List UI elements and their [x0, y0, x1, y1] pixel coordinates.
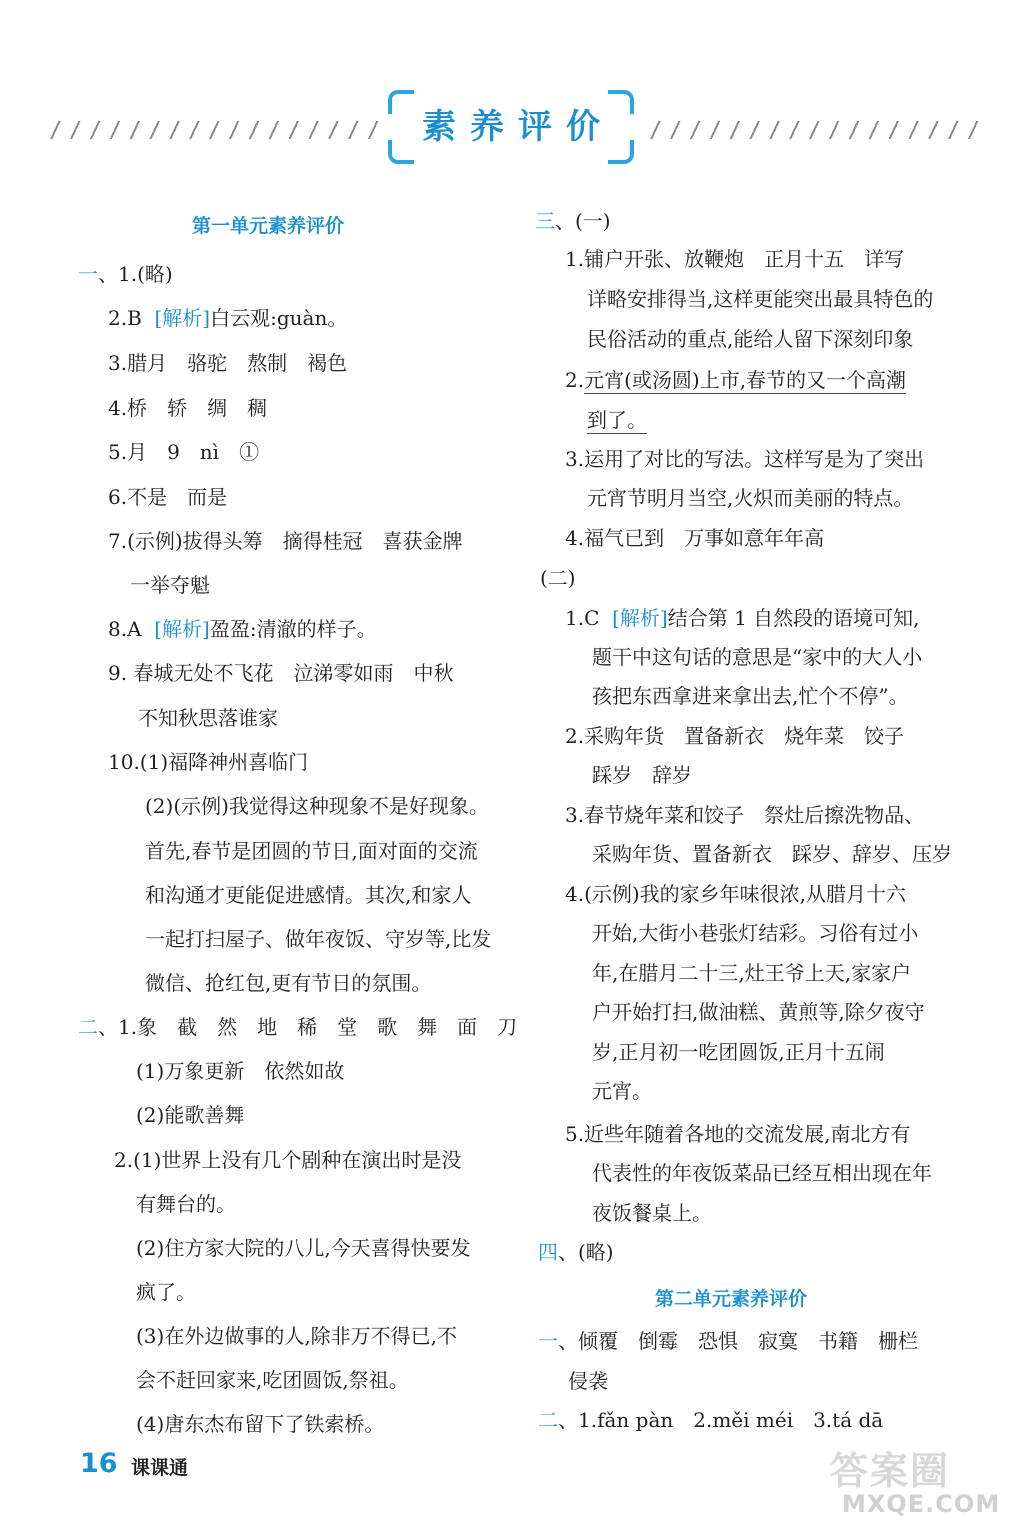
- answer-line: 和沟通才更能促进感情。其次,和家人: [145, 883, 472, 907]
- answer-line: 9. 春城无处不飞花 泣涕零如雨 中秋: [108, 661, 454, 685]
- answer-line: 有舞台的。: [136, 1192, 236, 1216]
- answer-line: 疯了。: [136, 1280, 196, 1304]
- answer-text: 白云观:guàn。: [210, 306, 348, 330]
- answer-line: 户开始打扫,做油糕、黄煎等,除夕夜守: [592, 1000, 925, 1024]
- answer-text: 、1.fǎn pàn 2.měi méi 3.tá dā: [558, 1408, 884, 1432]
- answer-line: 微信、抢红包,更有节日的氛围。: [145, 971, 432, 995]
- answer-line: 7.(示例)拔得头筹 摘得桂冠 喜获金牌: [108, 529, 463, 553]
- answer-line: 1.铺户开张、放鞭炮 正月十五 详写: [565, 247, 905, 271]
- answer-line: 代表性的年夜饭菜品已经互相出现在年: [592, 1161, 932, 1185]
- answer-line: 岁,正月初一吃团圆饭,正月十五闹: [592, 1040, 885, 1064]
- answer-line: [565, 366, 906, 394]
- analysis-tag: [解析]: [154, 617, 210, 641]
- page-title: 素养评价: [422, 107, 614, 147]
- answer-line: (二): [540, 566, 576, 590]
- answer-line: 一举夺魁: [130, 573, 210, 597]
- unit1-heading: 第一单元素养评价: [192, 215, 345, 237]
- title-banner: [388, 90, 634, 164]
- underlined-answer: 到了。: [587, 408, 647, 432]
- answer-line: 孩把东西拿进来拿出去,忙个不停”。: [592, 684, 909, 708]
- bracket-top-right: [608, 90, 634, 114]
- answer-text: 2.B: [108, 306, 142, 330]
- answer-text: 2.: [565, 368, 585, 392]
- answer-line: 2.采购年货 置备新衣 烧年菜 饺子: [565, 724, 905, 748]
- answer-text: 、(一): [555, 209, 611, 233]
- section-label: 一: [78, 262, 98, 286]
- answer-line: 元宵节明月当空,火炽而美丽的特点。: [587, 486, 914, 510]
- page-number: 16: [80, 1448, 118, 1479]
- underlined-answer: 元宵(或汤圆)上市,春节的又一个高潮: [584, 368, 907, 392]
- answer-line: 开始,大街小巷张灯结彩。习俗有过小: [592, 921, 919, 945]
- answer-line: [108, 615, 377, 643]
- answer-line: 3.腊月 骆驼 熬制 褐色: [108, 351, 348, 375]
- bracket-bottom-right: [608, 140, 634, 164]
- answer-line: 3.运用了对比的写法。这样写是为了突出: [565, 447, 925, 471]
- brand-name: 课课通: [131, 1457, 189, 1479]
- answer-line: (2)住方家大院的八儿,今天喜得快要发: [136, 1236, 471, 1260]
- answer-line: 会不赶回家来,吃团圆饭,祭祖。: [136, 1368, 409, 1392]
- answer-line: (4)唐东杰布留下了铁索桥。: [136, 1412, 385, 1436]
- answer-line: (2)(示例)我觉得这种现象不是好现象。: [145, 794, 489, 818]
- answer-text: 、(略): [558, 1240, 614, 1264]
- watermark-url: MXQE.COM: [842, 1490, 1001, 1518]
- answer-line: [565, 604, 920, 632]
- answer-line: [538, 1327, 918, 1355]
- answer-line: 10.(1)福降神州喜临门: [108, 750, 309, 774]
- answer-line: 详略安排得当,这样更能突出最具特色的: [587, 287, 934, 311]
- answer-line: 元宵。: [592, 1079, 652, 1103]
- answer-line: 年,在腊月二十三,灶王爷上天,家家户: [592, 961, 912, 985]
- unit2-heading: 第二单元素养评价: [655, 1288, 808, 1310]
- bracket-bottom-left: [388, 140, 414, 164]
- analysis-tag: [解析]: [154, 306, 211, 330]
- answer-line: 4.桥 轿 绸 稠: [108, 396, 268, 420]
- decor-hatch-right: [645, 121, 980, 139]
- answer-line: [108, 304, 347, 332]
- answer-line: [587, 406, 647, 434]
- answer-line: 4.福气已到 万事如意年年高: [565, 526, 825, 550]
- answer-line: [538, 1238, 614, 1266]
- answer-text: 盈盈:清澈的样子。: [209, 617, 377, 641]
- answer-line: (1)万象更新 依然如故: [136, 1059, 345, 1083]
- section-label: 一: [538, 1329, 558, 1353]
- answer-line: 5.月 9 nì ①: [108, 440, 260, 464]
- watermark-logo: 答案圈: [830, 1449, 951, 1493]
- answer-line: 6.不是 而是: [108, 485, 228, 509]
- answer-text: 1.C: [565, 606, 600, 630]
- answer-line: 夜饭餐桌上。: [592, 1201, 712, 1225]
- answer-line: 首先,春节是团圆的节日,面对面的交流: [145, 839, 478, 863]
- bracket-top-left: [388, 90, 414, 114]
- answer-line: 3.春节烧年菜和饺子 祭灶后擦洗物品、: [565, 803, 925, 827]
- answer-line: (3)在外边做事的人,除非万不得已,不: [136, 1324, 458, 1348]
- answer-text: 8.A: [108, 617, 142, 641]
- answer-line: [538, 1406, 883, 1434]
- answer-text: 、倾覆 倒霉 恐惧 寂寞 书籍 栅栏: [558, 1329, 918, 1353]
- analysis-tag: [解析]: [612, 606, 668, 630]
- section-label: 二: [78, 1015, 98, 1039]
- section-label: 二: [538, 1408, 558, 1432]
- answer-line: 2.(1)世界上没有几个剧种在演出时是没: [114, 1148, 462, 1172]
- answer-line: 题干中这句话的意思是“家中的大人小: [592, 645, 923, 669]
- answer-line: 民俗活动的重点,能给人留下深刻印象: [587, 327, 914, 351]
- answer-text: 、1.(略): [98, 262, 173, 286]
- answer-line: 一起打扫屋子、做年夜饭、守岁等,比发: [145, 927, 492, 951]
- answer-line: [535, 207, 611, 235]
- answer-line: 踩岁 辞岁: [592, 763, 692, 787]
- answer-line: 5.近些年随着各地的交流发展,南北方有: [565, 1122, 911, 1146]
- decor-hatch-left: [50, 121, 380, 139]
- answer-line: 采购年货、置备新衣 踩岁、辞岁、压岁: [592, 842, 952, 866]
- answer-line: [78, 1013, 517, 1041]
- answer-line: (2)能歌善舞: [136, 1103, 245, 1127]
- answer-text: 结合第 1 自然段的语境可知,: [667, 606, 920, 630]
- section-label: 三: [535, 209, 555, 233]
- section-label: 四: [538, 1240, 558, 1264]
- answer-line: 4.(示例)我的家乡年味很浓,从腊月十六: [565, 882, 907, 906]
- answer-line: 侵袭: [568, 1369, 608, 1393]
- answer-text: 、1.象 截 然 地 稀 堂 歌 舞 面 刀: [98, 1015, 518, 1039]
- answer-line: [78, 260, 173, 288]
- answer-line: 不知秋思落谁家: [138, 706, 278, 730]
